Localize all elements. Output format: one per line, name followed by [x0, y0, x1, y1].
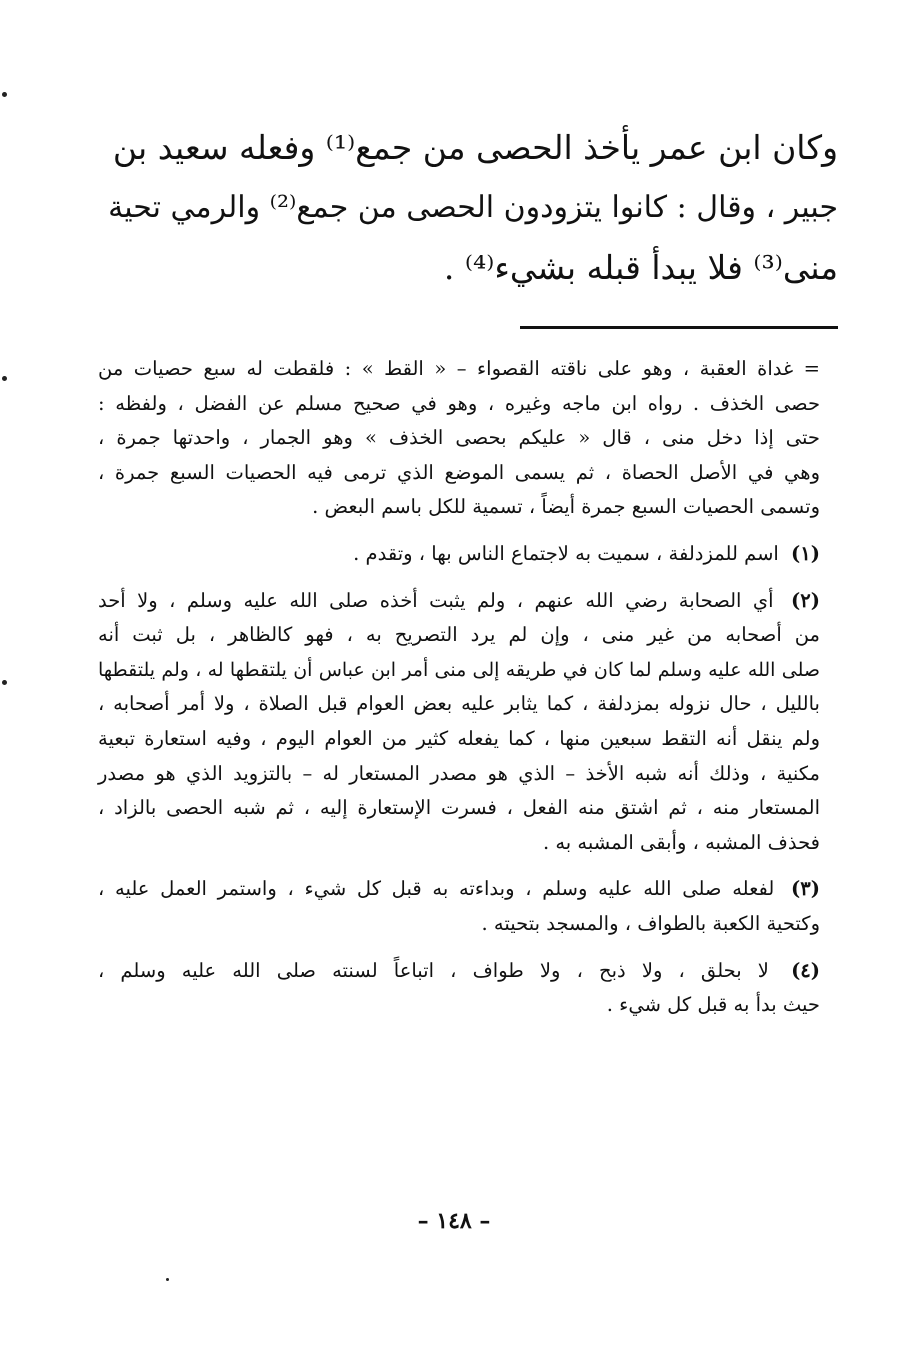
footnote-line: بالليل ، حال نزوله بمزدلفة ، كما يثابر عليه بعض العوام قبل الصلاة ، ولا أمر أصحابه ،: [98, 692, 820, 716]
footnote-line: [98, 872, 820, 907]
footnote-3: [98, 872, 820, 941]
page-number: – ١٤٨ –: [417, 1208, 491, 1234]
footnote-number: (٤): [791, 958, 821, 982]
footnote-line: [98, 584, 820, 619]
footnote-line: حيث بدأ به قبل كل شيء .: [606, 993, 820, 1017]
main-text-line: منى⁽³⁾ فلا يبدأ قبله بشيء⁽⁴⁾ .: [443, 248, 838, 287]
main-text-line: وكان ابن عمر يأخذ الحصى من جمع⁽¹⁾ وفعله سعيد بن: [112, 128, 838, 167]
scan-speck: [2, 92, 7, 97]
footnote-text: لفعله صلى الله عليه وسلم ، وبداءته به قبل كل شيء ، واستمر العمل عليه ،: [98, 877, 775, 901]
footnote-separator: [520, 326, 838, 329]
scan-speck: [166, 1278, 169, 1281]
footnote-continuation: [98, 352, 820, 525]
footnotes: [98, 352, 820, 1035]
footnote-line: المستعار منه ، ثم اشتق منه الفعل ، فسرت الإستعارة إليه ، ثم شبه الحصى بالزاد ،: [98, 796, 820, 820]
footnote-4: [98, 954, 820, 1023]
footnote-line: وكتحية الكعبة بالطواف ، والمسجد بتحيته .: [481, 911, 820, 935]
footnote-line: فحذف المشبه ، وأبقى المشبه به .: [542, 830, 820, 854]
footnote-number: (٣): [791, 877, 820, 901]
footnote-line: من أصحابه من غير منى ، وإن لم يرد التصريح به ، فهو كالظاهر ، بل ثبت أنه: [98, 623, 820, 647]
footnote-line: ولم ينقل أنه التقط سبعين منها ، كما يفعله كثير من العوام اليوم ، وفيه استعارة تبعية: [98, 726, 820, 750]
footnote-line: [98, 537, 820, 572]
footnote-2: [98, 584, 820, 861]
footnote-text: اسم للمزدلفة ، سميت به لاجتماع الناس بها ، وتقدم .: [353, 541, 779, 565]
footnote-line: [98, 954, 820, 989]
footnote-line: صلى الله عليه وسلم لما كان في طريقه إلى منى أمر ابن عباس أن يلتقطها له ، ولم يلتقطها: [98, 658, 820, 681]
scan-speck: [2, 680, 7, 685]
scan-speck: [2, 376, 7, 381]
main-text-line: جبير ، وقال : كانوا يتزودون الحصى من جمع⁽²⁾ والرمي تحية: [108, 190, 838, 225]
footnote-text: لا بحلق ، ولا ذبح ، ولا طواف ، اتباعاً لسنته صلى الله عليه وسلم ،: [98, 958, 769, 982]
footnote-line: حصى الخذف . رواه ابن ماجه وغيره ، وهو في صحيح مسلم عن الفضل ، ولفظه :: [98, 391, 820, 415]
footnote-number: (٢): [791, 588, 820, 612]
footnote-line: حتى إذا دخل منى ، قال « عليكم بحصى الخذف » وهو الجمار ، واحدتها جمرة ،: [98, 426, 820, 450]
footnote-line: = غداة العقبة ، وهو على ناقته القصواء – « القط » : فلقطت له سبع حصيات من: [98, 357, 820, 380]
main-text: [100, 118, 838, 298]
footnote-text: أي الصحابة رضي الله عنهم ، ولم يثبت أخذه صلى الله عليه وسلم ، ولا أحد: [98, 588, 774, 612]
footnote-number: (١): [791, 541, 820, 565]
footnote-line: وتسمى الحصيات السبع جمرة أيضاً ، تسمية للكل باسم البعض .: [312, 495, 820, 519]
footnote-line: مكنية ، وذلك أنه شبه الأخذ – الذي هو مصدر المستعار له – بالتزويد الذي هو مصدر: [98, 761, 820, 785]
footnote-line: وهي في الأصل الحصاة ، ثم يسمى الموضع الذي ترمى فيه الحصيات السبع جمرة ،: [98, 460, 820, 484]
footnote-1: [98, 537, 820, 572]
